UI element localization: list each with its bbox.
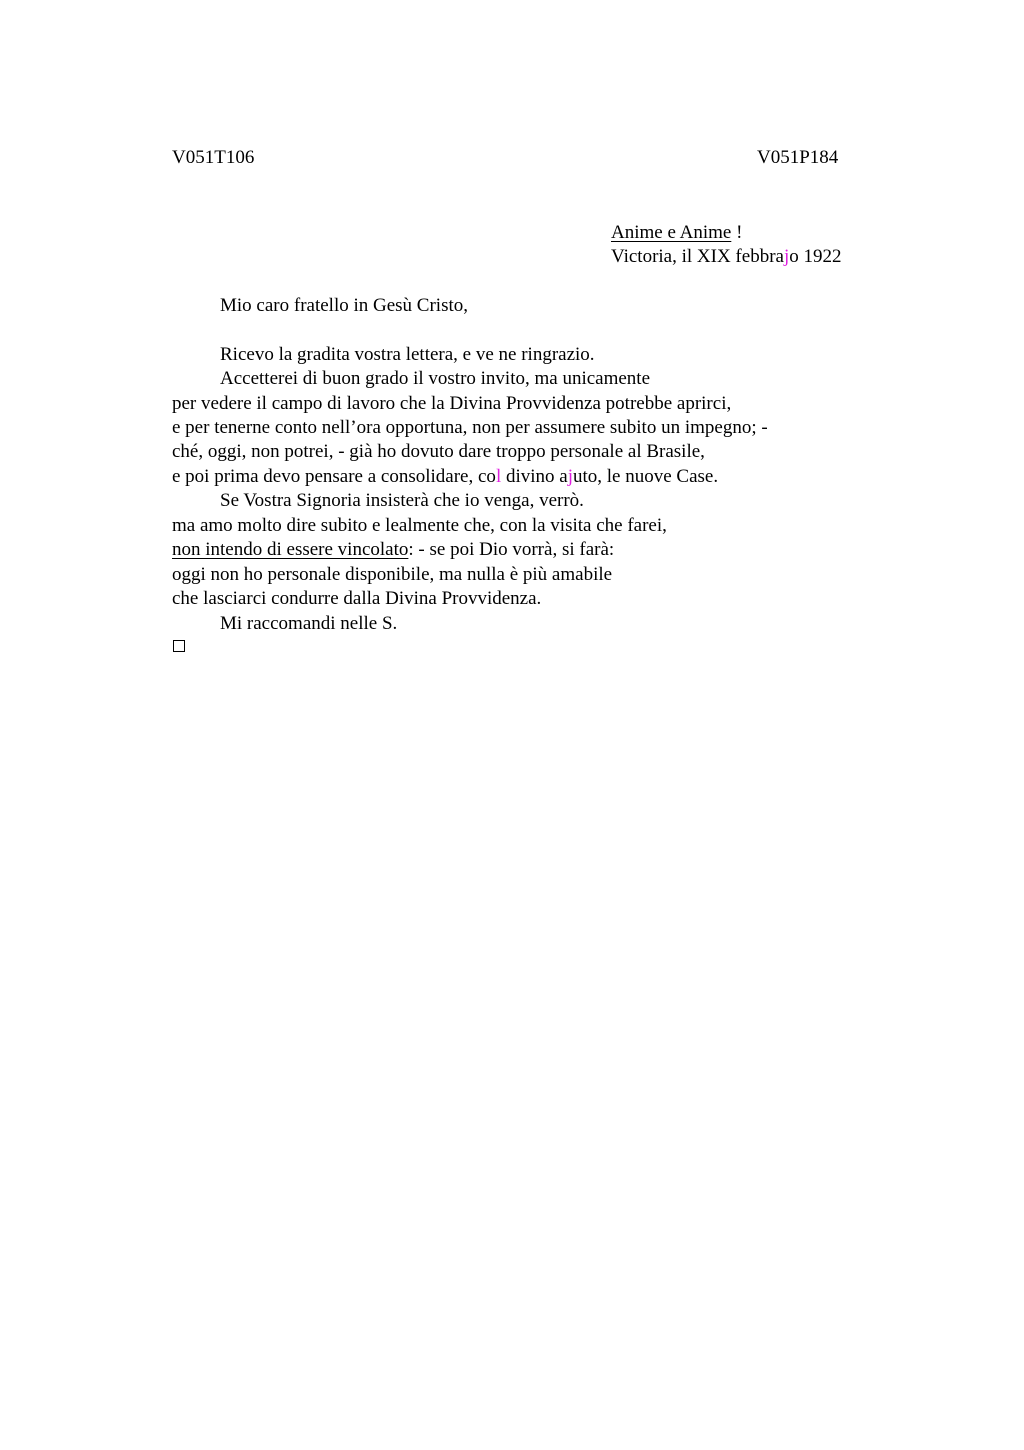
motto-line bbox=[611, 221, 742, 245]
body-line-2: Accetterei di buon grado il vostro invito, ma unicamente bbox=[220, 368, 651, 389]
body-line-9-underlined: non intendo di essere vincolato bbox=[172, 539, 409, 560]
date-highlight: j bbox=[783, 246, 790, 267]
body-line-8: ma amo molto dire subito e lealmente che, con la visita che farei, bbox=[172, 515, 667, 536]
body-line-6 bbox=[172, 465, 718, 489]
body-line-1: Ricevo la gradita vostra lettera, e ve ne ringrazio. bbox=[220, 344, 595, 365]
body-line-10: oggi non ho personale disponibile, ma nulla è più amabile bbox=[172, 564, 613, 585]
body-line-4: e per tenerne conto nell’ora opportuna, non per assumere subito un impegno; - bbox=[172, 417, 768, 438]
date-line bbox=[611, 245, 842, 269]
motto-underlined: Anime e Anime bbox=[611, 222, 732, 243]
motto-suffix: ! bbox=[731, 222, 743, 243]
body-line-3: per vedere il campo di lavoro che la Divina Provvidenza potrebbe aprirci, bbox=[172, 393, 732, 414]
body-line-11: che lasciarci condurre dalla Divina Provvidenza. bbox=[172, 588, 542, 609]
body-line-9-rest: : - se poi Dio vorrà, si farà: bbox=[408, 539, 615, 560]
body-line-5: ché, oggi, non potrei, - già ho dovuto dare troppo personale al Brasile, bbox=[172, 441, 705, 462]
body-line-6-c: uto, le nuove Case. bbox=[573, 466, 719, 487]
body-line-7: Se Vostra Signoria insisterà che io venga, verrò. bbox=[220, 490, 584, 511]
body-line-6-highlight-2: j bbox=[567, 466, 573, 487]
body-line-6-a: e poi prima devo pensare a consolidare, co bbox=[172, 466, 496, 487]
body-line-9 bbox=[172, 538, 614, 562]
header-right-code: V051P184 bbox=[757, 147, 839, 168]
date-post: o 1922 bbox=[789, 246, 842, 267]
body-line-12: Mi raccomandi nelle S. bbox=[220, 613, 398, 634]
header-left-code: V051T106 bbox=[172, 147, 255, 168]
salutation: Mio caro fratello in Gesù Cristo, bbox=[220, 295, 469, 316]
body-line-6-highlight-1: l bbox=[495, 466, 502, 487]
square-box-icon bbox=[173, 640, 185, 652]
body-line-6-b: divino a bbox=[501, 466, 568, 487]
date-pre: Victoria, il XIX febbra bbox=[611, 246, 784, 267]
